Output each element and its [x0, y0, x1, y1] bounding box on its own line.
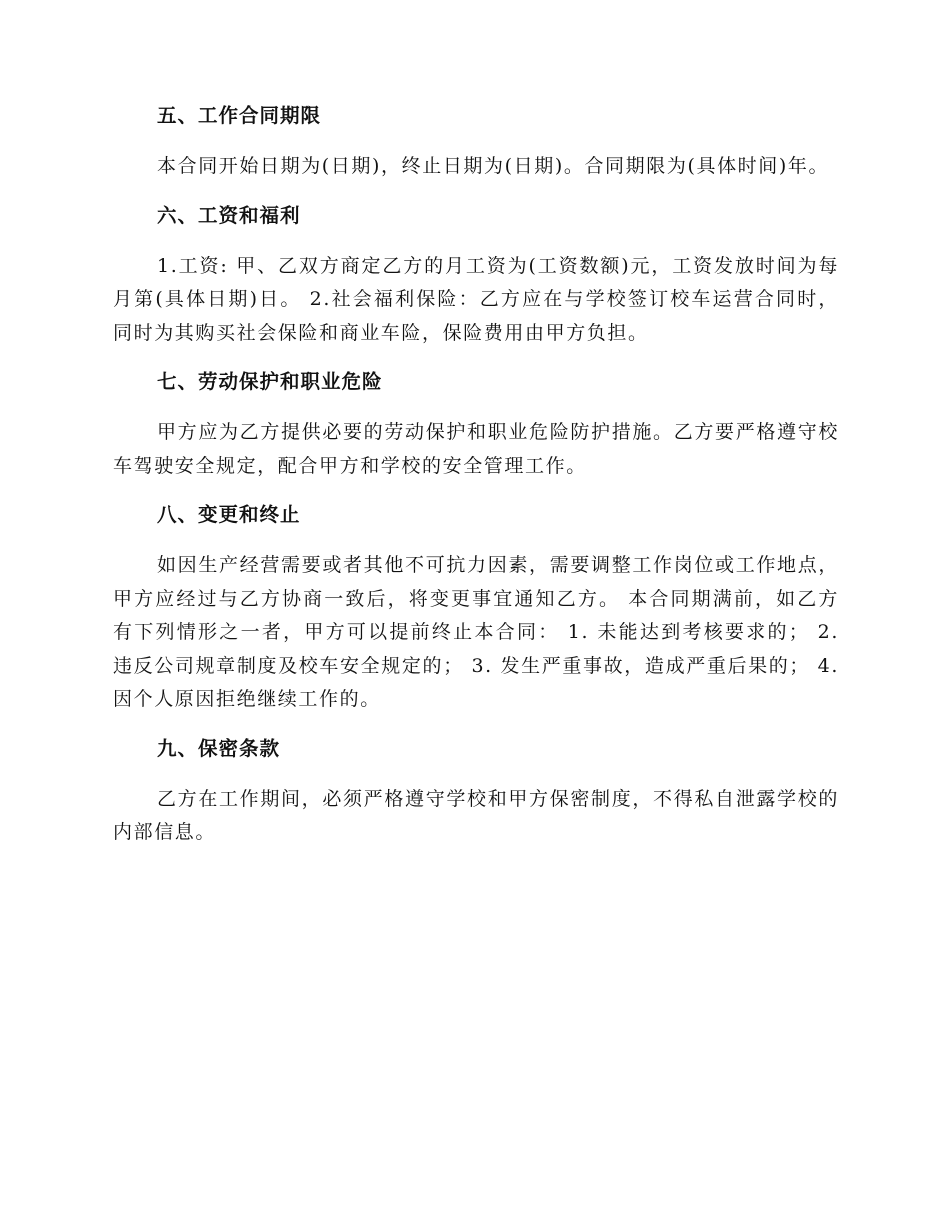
section-heading: 七、劳动保护和职业危险	[157, 370, 383, 393]
section-change-termination	[113, 499, 839, 717]
section-wages-benefits	[113, 200, 839, 351]
section-paragraph: 1.工资: 甲、乙双方商定乙方的月工资为(工资数额)元，工资发放时间为每月第(具体日期)日。 2.社会福利保险：乙方应在与学校签订校车运营合同时，同时为其购买社会保险和商业车险，保险费用由甲方负担。	[113, 254, 839, 344]
section-paragraph: 乙方在工作期间，必须严格遵守学校和甲方保密制度，不得私自泄露学校的内部信息。	[113, 787, 839, 843]
section-heading: 九、保密条款	[157, 736, 281, 760]
section-heading: 六、工资和福利	[157, 203, 301, 227]
section-labor-protection	[113, 366, 839, 483]
section-paragraph: 本合同开始日期为(日期)，终止日期为(日期)。合同期限为(具体时间)年。	[157, 155, 830, 177]
section-heading: 五、工作合同期限	[157, 104, 322, 127]
section-heading: 八、变更和终止	[157, 503, 301, 526]
section-contract-term	[113, 100, 839, 184]
section-paragraph: 甲方应为乙方提供必要的劳动保护和职业危险防护措施。乙方要严格遵守校车驾驶安全规定，配合甲方和学校的安全管理工作。	[113, 421, 839, 477]
section-confidentiality	[113, 733, 839, 850]
section-paragraph: 如因生产经营需要或者其他不可抗力因素，需要调整工作岗位或工作地点，甲方应经过与乙方协商一致后，将变更事宜通知乙方。 本合同期满前，如乙方有下列情形之一者，甲方可以提前终止本合同： 1. 未能达到考核要求的； 2. 违反公司规章制度及校车安全规定的； 3. 发生严重事故，造成严重后果的； 4. 因个人原因拒绝继续工作的。	[113, 554, 839, 710]
document-page	[113, 100, 839, 866]
